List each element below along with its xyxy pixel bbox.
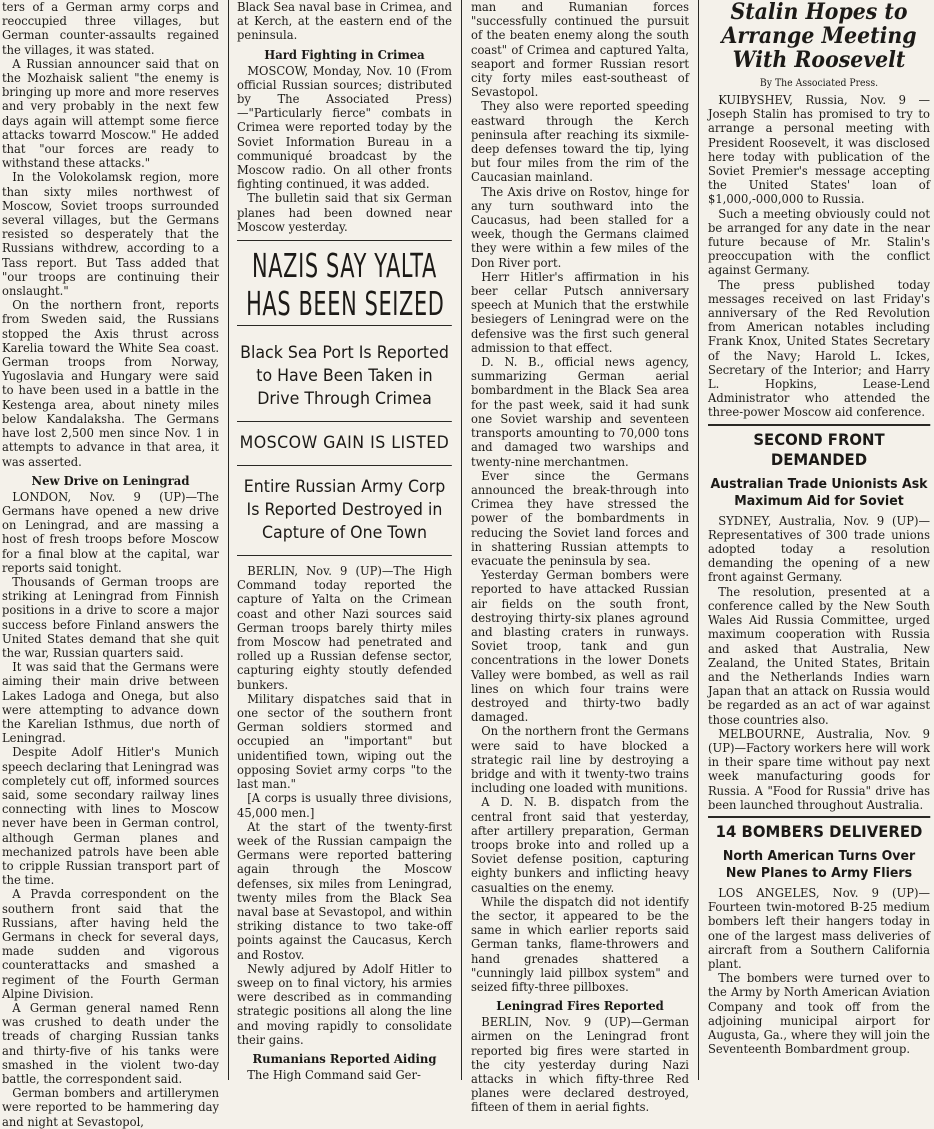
article-paragraph: Thousands of German troops are striking at Leningrad from Finnish positions in a drive to score a major success before Finland answers the United States demand that she quit the war, Russian quarters said. xyxy=(2,573,219,660)
article-paragraph: The High Command said Ger- xyxy=(247,1066,421,1082)
byline: By The Associated Press. xyxy=(759,78,879,89)
section-deck: Australian Trade Unionists Ask Maximum Aid for Soviet xyxy=(710,475,928,509)
article-paragraph: [A corps is usually three divisions, 45,000 men.] xyxy=(237,790,452,820)
article-paragraph: A German general named Renn was crushed to death under the treads of charging Russian tanks and thirty-five of his tanks were smashed in the violent two-day battle, the correspondent said. xyxy=(2,1000,219,1087)
section-headline-second-front: SECOND FRONT DEMANDED xyxy=(708,424,930,472)
article-paragraph: Herr Hitler's affirmation in his beer cellar Putsch anniversary speech at Munich that the erstwhile besiegers of Leningrad were on the defensive was the first such general admission to that effect. xyxy=(471,268,689,355)
article-paragraph: German bombers and artillerymen were reported to be hammering day and night at Sevastopol, xyxy=(2,1085,219,1129)
article-paragraph: A Russian announcer said that on the Mozhaisk salient "the enemy is bringing up more and more reserves and very probably in the next few days again will attempt some fierce attacks towarrd Moscow." He added that "our forces are ready to withstand these attacks." xyxy=(2,55,219,171)
article-paragraph: While the dispatch did not identify the sector, it appeared to be the same in which earlier reports said German tanks, flame-throwers and hand grenades shattered a "cunningly laid pillbox system" and seized fifty-three pillboxes. xyxy=(471,893,689,995)
article-paragraph: man and Rumanian forces "successfully continued the pursuit of the beaten enemy along the south coast" of Crimea and captured Yalta, seaport and former Russian resort city forty miles east-southeast of Sevastopol. xyxy=(471,0,689,100)
article-paragraph: The resolution, presented at a conference called by the New South Wales Aid Russia Committee, urged maximum cooperation with Russia and asked that Australia, New Zealand, the United States, Britain and the Netherlands Indies warn Japan that an attack on Russia would be regarded as an act of war against those countries also. xyxy=(708,583,930,727)
section-deck: North American Turns Over New Planes to Army Fliers xyxy=(722,847,916,881)
article-paragraph: ters of a German army corps and reoccupied three villages, but German counter-assaults regained the villages, it was stated. xyxy=(2,0,219,57)
main-headline xyxy=(237,240,452,326)
column-rule xyxy=(461,0,462,1080)
article-paragraph: SYDNEY, Australia, Nov. 9 (UP)—Representatives of 300 trade unions adopted today a resolution demanding the opening of a new front against Germany. xyxy=(708,512,930,585)
article-paragraph: A Pravda correspondent on the southern front said that the Russians, after having held the Germans in check for several days, made sudden and vigorous counterattacks and smashed a regiment of the Fourth German Alpine Division. xyxy=(2,886,219,1001)
subheading-leningrad-fires: Leningrad Fires Reported xyxy=(496,998,664,1014)
article-paragraph: LONDON, Nov. 9 (UP)—The Germans have opened a new drive on Leningrad, and are massing a host of fresh troops before Moscow for a final blow at the capital, war reports said tonight. xyxy=(2,488,219,575)
article-paragraph: In the Volokolamsk region, more than sixty miles northwest of Moscow, Soviet troops surrounded several villages, but the Germans resisted so desperately that the Russians withdrew, according to a Tass report. But Tass added that "our troops are continuing their onslaught." xyxy=(2,169,219,299)
article-paragraph: A D. N. B. dispatch from the central front said that yesterday, after artillery preparation, German troops broke into and rolled up a Soviet defense position, capturing eighty bunkers and inflicting heavy casualties on the enemy. xyxy=(471,794,689,895)
article-paragraph: Such a meeting obviously could not be arranged for any date in the near future because of Mr. Stalin's preoccupation with the conflict against Germany. xyxy=(708,205,930,278)
article-paragraph: They also were reported speeding eastward through the Kerch peninsula after reaching its sixmile-deep defenses toward the tip, lying but four miles from the rim of the Caucasian mainland. xyxy=(471,98,689,185)
article-paragraph: The press published today messages received on last Friday's anniversary of the Red Revolution from American notables including Frank Knox, United States Secretary of the Navy; Harold L. Ickes, Secretary of the Interior; and Harry L. Hopkins, Lease-Lend Administrator who attended the three-power Moscow aid conference. xyxy=(708,276,930,420)
article-paragraph: On the northern front the Germans were said to have blocked a strategic rail line by destroying a bridge and with it twenty-two trains including one loaded with munitions. xyxy=(471,723,689,796)
article-paragraph: The Axis drive on Rostov, hinge for any turn southward into the Caucasus, had been stalled for a week, though the Germans claimed they were within a few miles of the Don River port. xyxy=(471,183,689,270)
article-paragraph: The bombers were turned over to the Army by North American Aviation Company and took off from the adjoining municipal airport for Augusta, Ga., where they will join the Seventeenth Bombardment group. xyxy=(708,970,930,1057)
headline-deck: MOSCOW GAIN IS LISTED xyxy=(237,422,452,466)
headline-line: NAZIS SAY YALTA xyxy=(252,246,437,286)
article-paragraph: Military dispatches said that in one sector of the southern front German soldiers stormed and occupied an "important" but unidentified town, wiping out the opposing Soviet army corps "to the last man." xyxy=(237,690,452,792)
stalin-headline: Stalin Hopes to Arrange Meeting With Roosevelt xyxy=(721,0,917,73)
article-paragraph: BERLIN, Nov. 9 (UP)—The High Command today reported the capture of Yalta on the Crimean coast and other Nazi sources said German troops barely thirty miles from Moscow had penetrated and rolled up a Russian defense sector, capturing eighty stoutly defended bunkers. xyxy=(237,563,452,692)
article-paragraph: D. N. B., official news agency, summarizing German aerial bombardment in the Black Sea area for the past week, said it had sunk one Soviet warship and seventeen transports amounting to 70,000 tons and damaged two warships and twenty-nine merchantmen. xyxy=(471,354,689,469)
section-headline-bombers: 14 BOMBERS DELIVERED xyxy=(708,816,930,844)
article-paragraph: MOSCOW, Monday, Nov. 10 (From official Russian sources; distributed by The Associated Press)—"Particularly fierce" combats in Crimea were reported today by the Soviet Information Bureau in a communiqué broadcast by the Moscow radio. On all other fronts fighting continued, it was added. xyxy=(237,62,452,192)
article-paragraph: LOS ANGELES, Nov. 9 (UP)—Fourteen twin-motored B-25 medium bombers left their hangers today in one of the largest mass deliveries of aircraft from a Southern California plant. xyxy=(708,884,930,971)
headline-deck: Black Sea Port Is Reported to Have Been Taken in Drive Through Crimea xyxy=(237,332,452,422)
article-paragraph: It was said that the Germans were aiming their main drive between Lakes Ladoga and Onega, but also were attempting to advance down the Karelian Isthmus, due north of Leningrad. xyxy=(2,659,219,746)
subheading-hard-fighting-crimea: Hard Fighting in Crimea xyxy=(264,46,425,62)
article-paragraph: Newly adjured by Adolf Hitler to sweep on to final victory, his armies were described as in commanding strategic positions all along the line and moving rapidly to consolidate their gains. xyxy=(237,960,452,1047)
article-paragraph: The bulletin said that six German planes had been downed near Moscow yesterday. xyxy=(237,190,452,234)
subheading-new-drive-leningrad: New Drive on Leningrad xyxy=(31,472,190,488)
column-3 xyxy=(465,0,695,1115)
article-paragraph: On the northern front, reports from Sweden said, the Russians stopped the Axis thrust across Karelia toward the White Sea coast. German troops from Norway, Yugoslavia and Hungary were said to have been used in a battle in the Kestenga area, about ninety miles below Kandalaksha. The Germans have lost 2,500 men since Nov. 1 in attempts to advance in that area, it was asserted. xyxy=(2,297,219,469)
article-paragraph: At the start of the twenty-first week of the Russian campaign the Germans were reported battering again through the Moscow defenses, six miles from Leningrad, twenty miles from the Black Sea naval base at Sevastopol, and within striking distance to two take-off points against the Caucasus, Kerch and Rostov. xyxy=(237,818,452,962)
article-paragraph: MELBOURNE, Australia, Nov. 9 (UP)—Factory workers here will work in their spare time without pay next week manufacturing goods for Russia. A "Food for Russia" drive has been launched throughout Australia. xyxy=(708,725,930,812)
column-1 xyxy=(0,0,225,1129)
article-paragraph: Ever since the Germans announced the break-through into Crimea they have stressed the power of the bombardments in reducing the Soviet land forces and in shattering Russian attempts to evacuate the peninsula by sea. xyxy=(471,467,689,568)
article-paragraph: Despite Adolf Hitler's Munich speech declaring that Leningrad was completely cut off, informed sources said, some secondary railway lines connecting with lines to Moscow never have been in German control, although German planes and mechanized patrols have been able to cripple Russian transport part of the time. xyxy=(2,744,219,888)
column-4 xyxy=(702,0,934,1080)
article-paragraph: Yesterday German bombers were reported to have attacked Russian air fields on the south front, destroying thirty-six planes aground and blasting craters in runways. Soviet troop, tank and gun concentrations in the lower Donets Valley were bombed, as well as rail lines on which four trains were destroyed and thirty-two badly damaged. xyxy=(471,567,689,725)
headline-line: HAS BEEN SEIZED xyxy=(246,284,445,324)
article-paragraph: BERLIN, Nov. 9 (UP)—German airmen on the Leningrad front reported big fires were started in the city yesterday during Nazi attacks in which fifty-three Red planes were declared destroyed, fifteen of them in aerial fights. xyxy=(471,1014,689,1115)
article-paragraph: Black Sea naval base in Crimea, and at Kerch, at the eastern end of the peninsula. xyxy=(237,0,452,43)
column-2 xyxy=(231,0,458,1080)
column-rule xyxy=(228,0,229,1080)
subheading-rumanians-aiding: Rumanians Reported Aiding xyxy=(252,1050,437,1066)
column-rule xyxy=(698,0,699,1080)
headline-deck: Entire Russian Army Corp Is Reported Destroyed in Capture of One Town xyxy=(237,466,452,556)
article-paragraph: KUIBYSHEV, Russia, Nov. 9 —Joseph Stalin has promised to try to arrange a personal meeting with President Roosevelt, it was disclosed here today with publication of the Soviet Premier's message accepting the United States' loan of $1,000,-000,000 to Russia. xyxy=(708,92,930,207)
